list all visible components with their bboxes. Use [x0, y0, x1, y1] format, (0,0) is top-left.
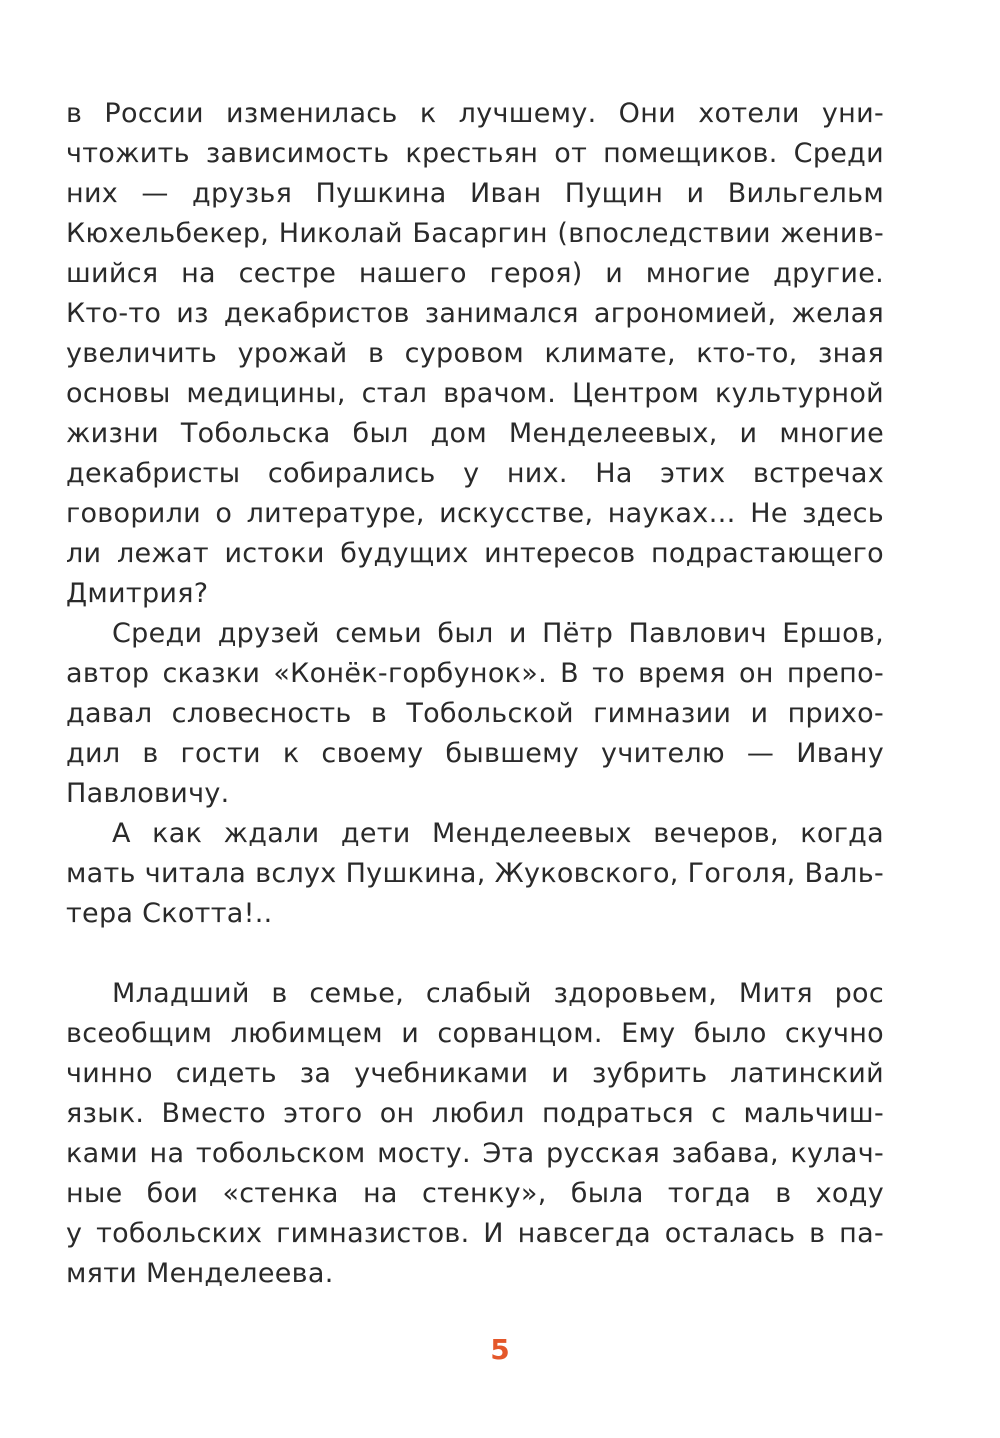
text-line: чтожить зависимость крестьян от помещиков. Среди: [66, 138, 884, 169]
text-line: них — друзья Пушкина Иван Пущин и Вильгельм: [66, 178, 884, 209]
text-line: язык. Вместо этого он любил подраться с мальчиш-: [66, 1098, 884, 1129]
text-block-lower: [66, 974, 884, 1294]
text-line: ками на тобольском мосту. Эта русская забава, кулач-: [66, 1138, 884, 1169]
text-line: автор сказки «Конёк-горбунок». В то время он препо-: [66, 658, 884, 689]
text-line: жизни Тобольска был дом Менделеевых, и многие: [66, 418, 884, 449]
text-line: декабристы собирались у них. На этих встречах: [66, 458, 884, 489]
text-line: шийся на сестре нашего героя) и многие другие.: [66, 258, 884, 289]
text-line: всеобщим любимцем и сорванцом. Ему было скучно: [66, 1018, 884, 1049]
text-line-first: Среди друзей семьи был и Пётр Павлович Ершов,: [112, 618, 884, 649]
text-line-last: Дмитрия?: [66, 578, 209, 609]
text-line: Кто-то из декабристов занимался агрономией, желая: [66, 298, 884, 329]
text-line: давал словесность в Тобольской гимназии и прихо-: [66, 698, 884, 729]
text-line: у тобольских гимназистов. И навсегда осталась в па-: [66, 1218, 884, 1249]
text-line: Кюхельбекер, Николай Басаргин (впоследствии женив-: [66, 218, 884, 249]
text-block-upper: [66, 94, 884, 934]
text-line: в России изменилась к лучшему. Они хотели уни-: [66, 98, 884, 129]
text-line: чинно сидеть за учебниками и зубрить латинский: [66, 1058, 884, 1089]
text-line-last: Павловичу.: [66, 778, 230, 809]
text-line: основы медицины, стал врачом. Центром культурной: [66, 378, 884, 409]
text-line-first: А как ждали дети Менделеевых вечеров, когда: [112, 818, 884, 849]
text-line: дил в гости к своему бывшему учителю — Ивану: [66, 738, 884, 769]
text-line: ные бои «стенка на стенку», была тогда в ходу: [66, 1178, 884, 1209]
text-line: говорили о литературе, искусстве, науках… Не здесь: [66, 498, 884, 529]
text-line-last: мяти Менделеева.: [66, 1258, 334, 1289]
text-line-first: Младший в семье, слабый здоровьем, Митя рос: [112, 978, 884, 1009]
text-line: мать читала вслух Пушкина, Жуковского, Гоголя, Валь-: [66, 858, 884, 889]
text-line: увеличить урожай в суровом климате, кто-то, зная: [66, 338, 884, 369]
page-number: 5: [490, 1333, 510, 1366]
text-line: ли лежат истоки будущих интересов подрастающего: [66, 538, 884, 569]
text-line-last: тера Скотта!..: [66, 898, 273, 929]
